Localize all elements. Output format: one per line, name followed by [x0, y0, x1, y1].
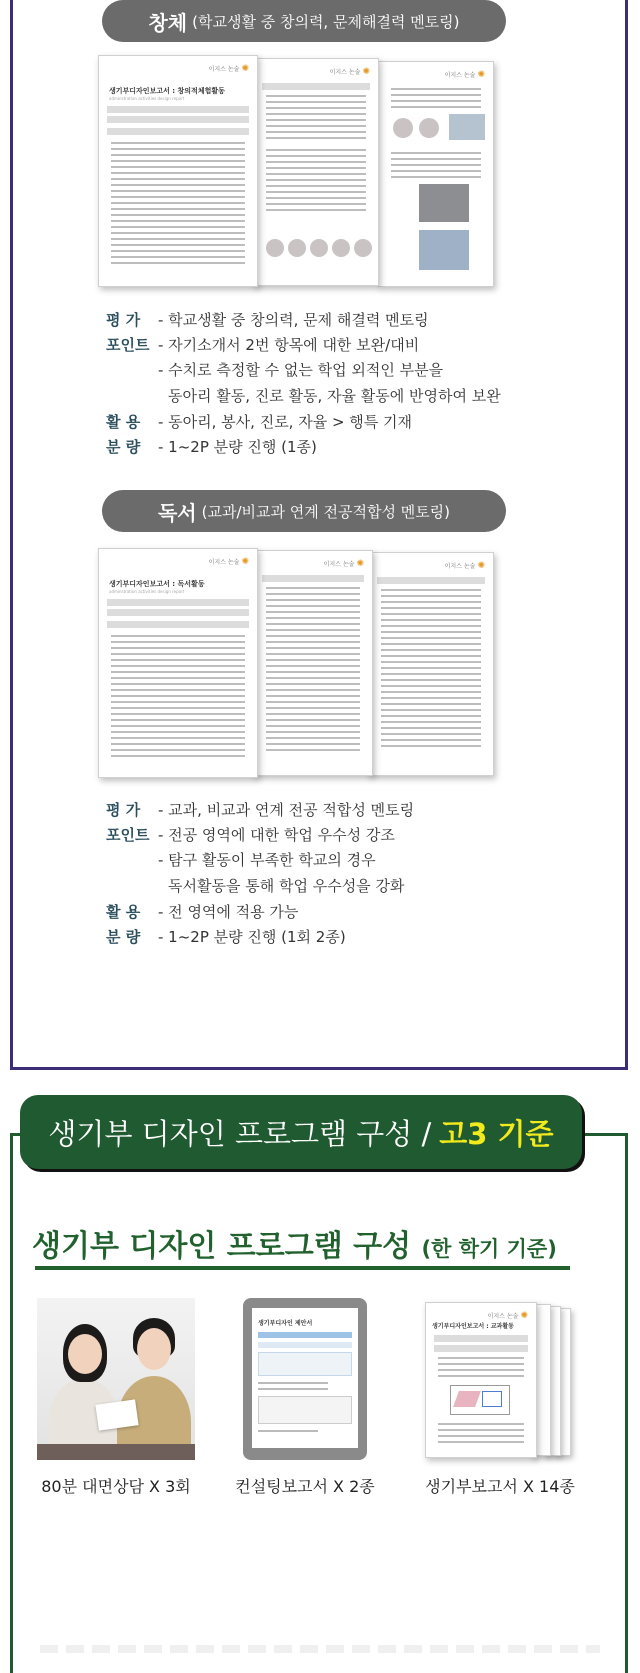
doc-page-1	[98, 548, 258, 778]
logo: 이지스 논술 ✺	[324, 559, 364, 569]
info-value: - 수치로 측정할 수 없는 학업 외적인 부분을	[158, 361, 444, 379]
next-section-preview	[40, 1645, 600, 1653]
report-doc-title: 생기부디자인보고서 : 교과활동	[432, 1323, 514, 1330]
section-pill-creative	[102, 0, 506, 42]
doc-page-3	[368, 552, 494, 776]
logo: 이지스 논술 ✺	[488, 1311, 528, 1321]
logo: 이지스 논술 ✺	[445, 70, 485, 80]
document-subtitle: adminstration activities design report	[109, 96, 185, 101]
pill-sub-label: (교과/비교과 연계 전공적합성 멘토링)	[201, 502, 451, 521]
item-caption: 80분 대면상담 X 3회	[41, 1477, 191, 1496]
document-title: 생기부디자인보고서 : 창의적체험활동	[109, 87, 225, 95]
info-key: 포인트	[106, 826, 150, 844]
doc-page-3	[378, 61, 494, 287]
logo: 이지스 논술 ✺	[330, 67, 370, 77]
program-title	[32, 1221, 557, 1265]
info-key: 포인트	[106, 336, 150, 354]
program-title-sub: (한 학기 기준)	[421, 1237, 557, 1261]
info-key: 평 가	[106, 311, 141, 329]
info-value: - 1~2P 분량 진행 (1종)	[158, 438, 317, 456]
info-value: 동아리 활동, 진로 활동, 자율 활동에 반영하여 보완	[168, 387, 501, 405]
tablet-doc-title: 생기부디자인 제안서	[258, 1320, 313, 1327]
counseling-photo	[37, 1298, 195, 1460]
doc-page-2	[253, 550, 373, 776]
info-value: - 자기소개서 2번 항목에 대한 보완/대비	[158, 336, 420, 354]
info-value: - 탐구 활동이 부족한 학교의 경우	[158, 851, 376, 869]
pill-sub-label: (학교생활 중 창의력, 문제해결력 멘토링)	[192, 12, 460, 31]
info-key: 활 용	[106, 413, 141, 431]
item-caption: 생기부보고서 X 14종	[425, 1477, 575, 1496]
document-title: 생기부디자인보고서 : 독서활동	[109, 580, 205, 588]
pill-main-label: 독서	[157, 500, 197, 525]
tablet-screen	[252, 1308, 358, 1448]
document-subtitle: adminstration activities design report	[109, 589, 185, 594]
info-value: - 동아리, 봉사, 진로, 자율 > 행특 기재	[158, 413, 413, 431]
title-underline	[35, 1266, 570, 1270]
document-preview-reading	[98, 548, 518, 796]
logo: 이지스 논술 ✺	[209, 557, 249, 567]
program-banner	[20, 1095, 582, 1169]
section-pill-reading	[102, 490, 506, 532]
logo: 이지스 논술 ✺	[445, 561, 485, 571]
info-key: 분 량	[106, 438, 141, 456]
banner-text: 생기부 디자인 프로그램 구성 /	[48, 1116, 432, 1151]
report-stack-icon	[425, 1298, 575, 1460]
info-key: 분 량	[106, 928, 141, 946]
info-value: 독서활동을 통해 학업 우수성을 강화	[168, 877, 405, 895]
info-value: - 전 영역에 적용 가능	[158, 903, 299, 921]
info-key: 활 용	[106, 903, 141, 921]
banner-highlight: 고3 기준	[439, 1116, 554, 1151]
info-value: - 1~2P 분량 진행 (1회 2종)	[158, 928, 346, 946]
document-preview-creative	[98, 55, 518, 303]
program-title-main: 생기부 디자인 프로그램 구성	[32, 1229, 412, 1264]
logo: 이지스 논술 ✺	[209, 64, 249, 74]
info-key: 평 가	[106, 801, 141, 819]
doc-page-1	[98, 55, 258, 287]
tablet-report-icon	[243, 1298, 367, 1460]
info-value: - 학교생활 중 창의력, 문제 해결력 멘토링	[158, 311, 429, 329]
report-front-page	[425, 1302, 537, 1458]
item-caption: 컨설팅보고서 X 2종	[235, 1477, 375, 1496]
info-value: - 교과, 비교과 연계 전공 적합성 멘토링	[158, 801, 415, 819]
doc-page-2	[253, 58, 379, 286]
pill-main-label: 창체	[148, 10, 188, 35]
info-value: - 전공 영역에 대한 학업 우수성 강조	[158, 826, 395, 844]
